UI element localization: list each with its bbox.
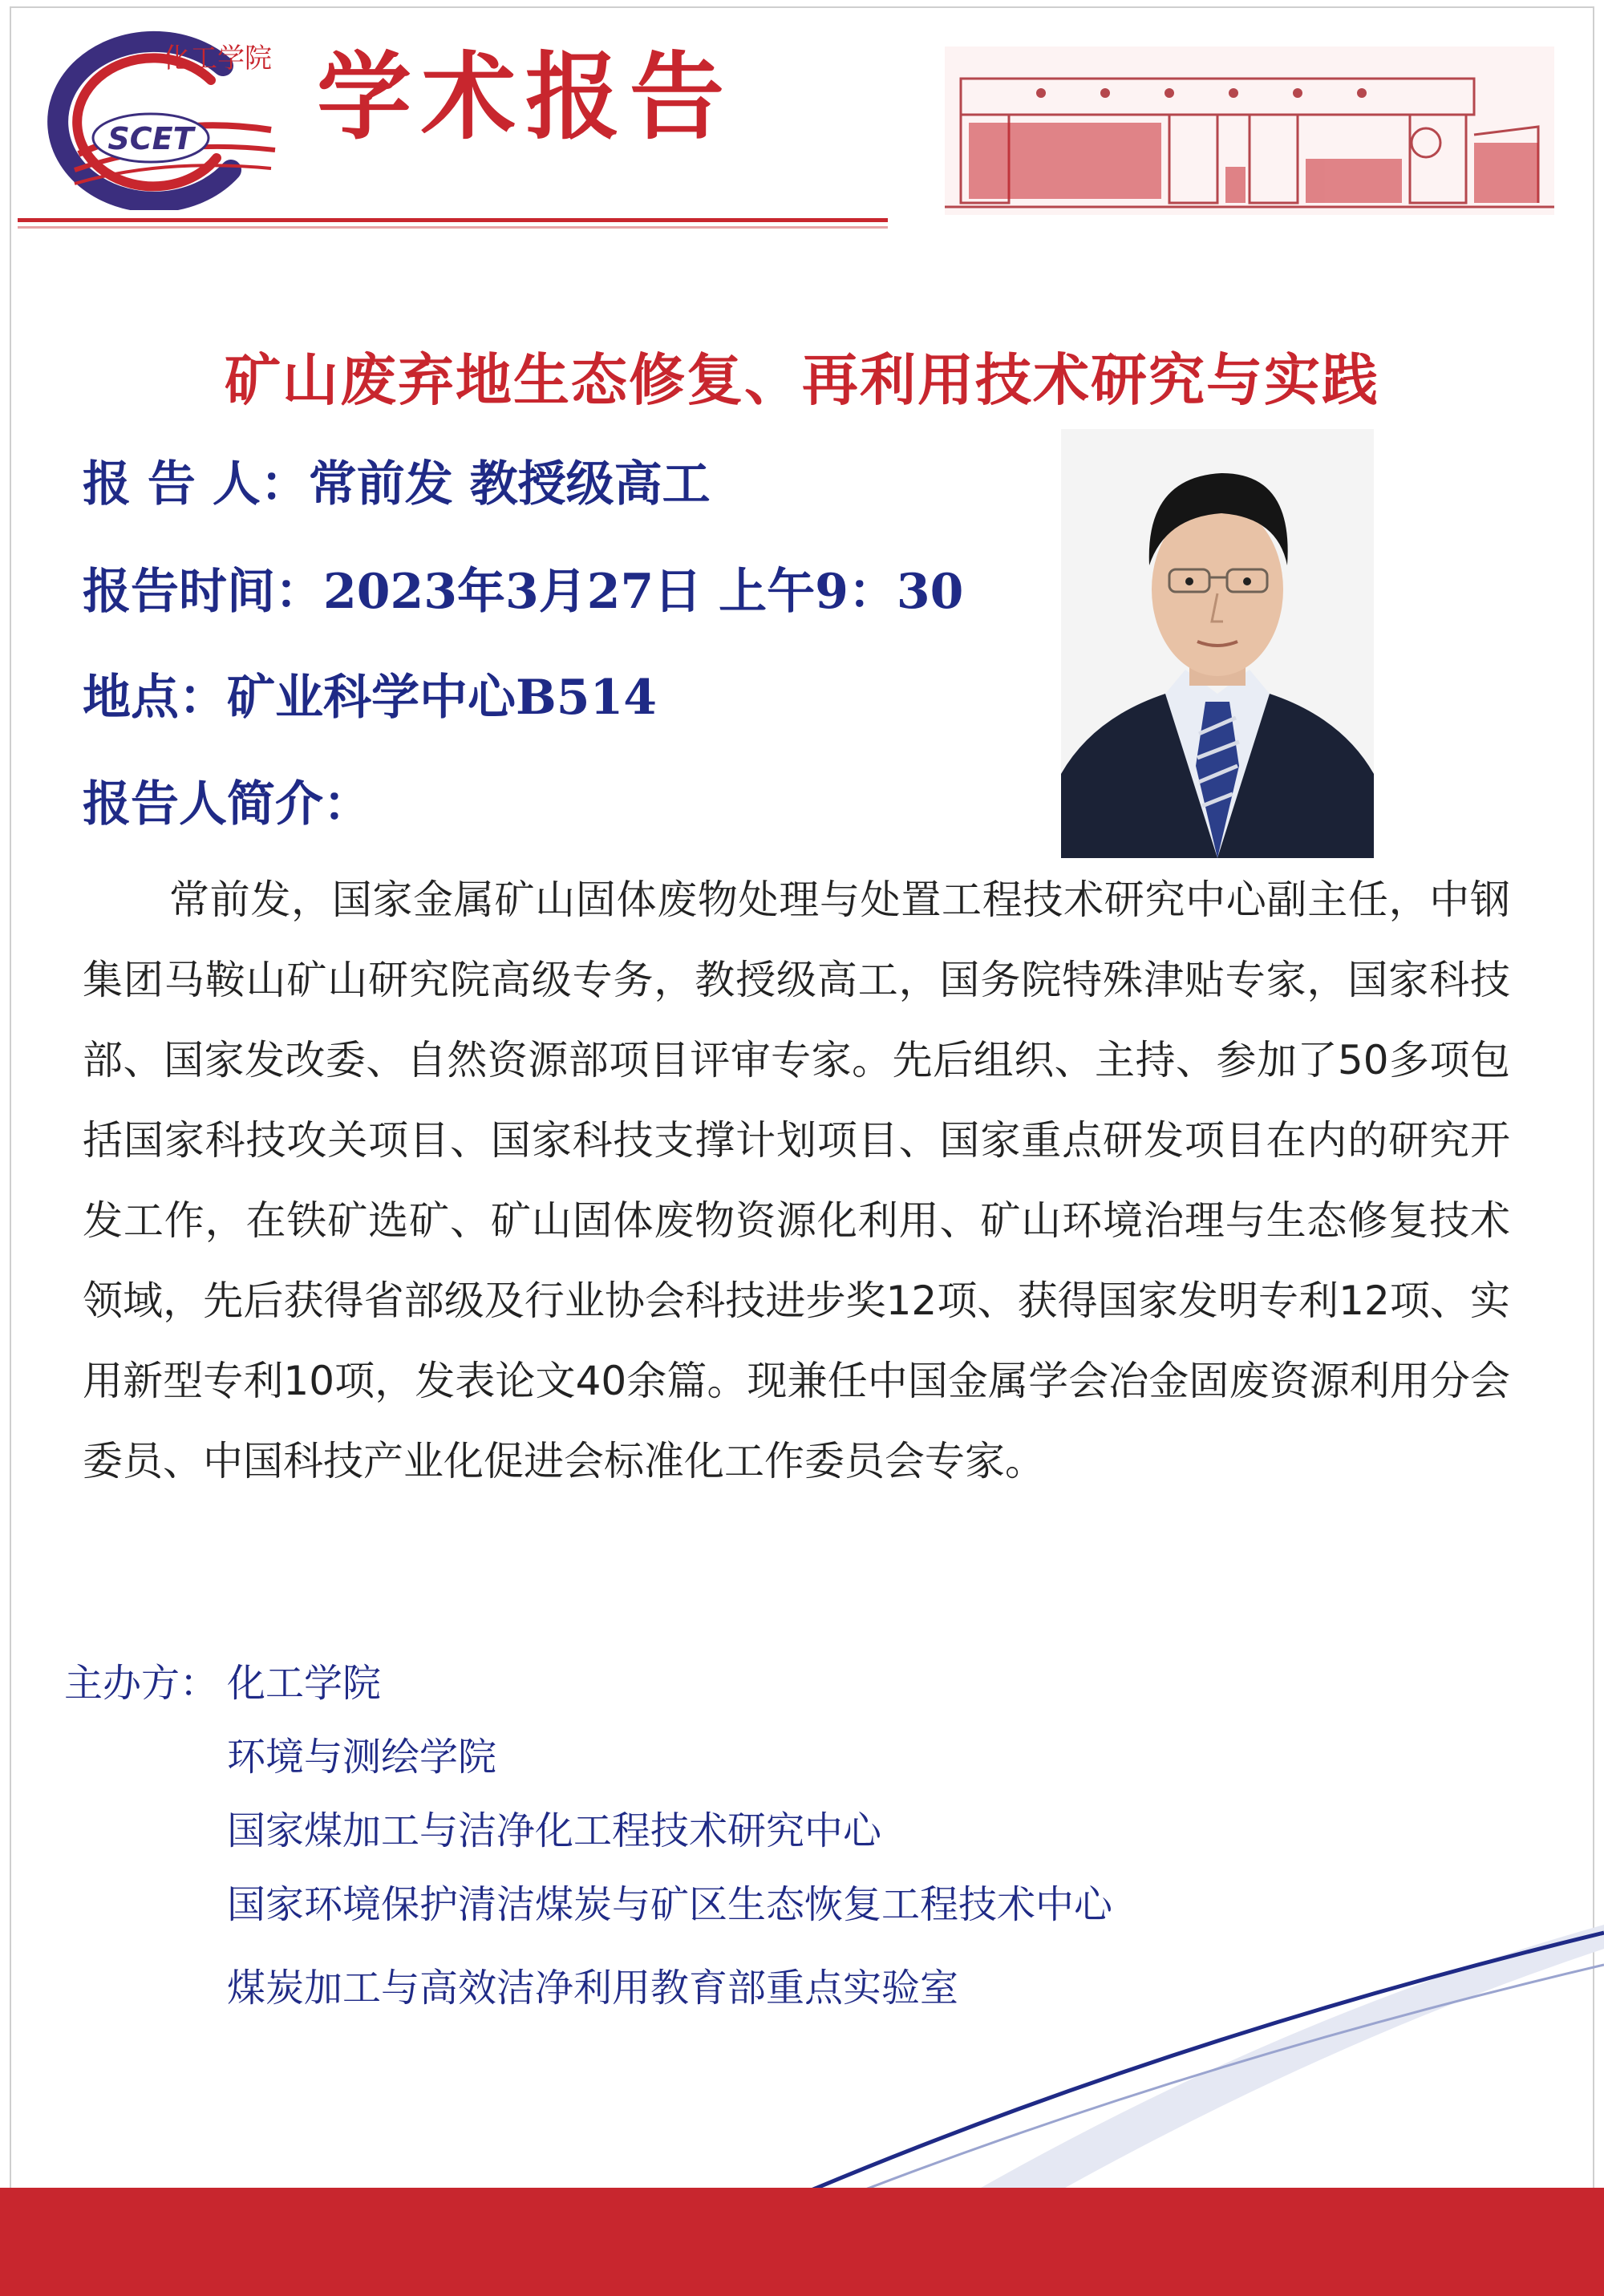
organizer-item: 国家煤加工与洁净化工程技术研究中心 [227,1808,882,1853]
header-divider [18,218,888,222]
organizer-item: 国家环境保护清洁煤炭与矿区生态恢复工程技术中心 [227,1882,1113,1927]
header-title: 学术报告 [317,41,735,152]
organizer-item: 煤炭加工与高效洁净利用教育部重点实验室 [227,1966,959,2011]
speaker-value: 常前发 教授级高工 [308,456,711,512]
organizer-item: 环境与测绘学院 [227,1735,497,1780]
footer-swoosh [0,1909,1604,2296]
logo-text-en: SCET [107,121,194,156]
organizer-item: 化工学院 [227,1661,382,1706]
place-line [83,659,657,728]
report-title: 矿山废弃地生态修复、再利用技术研究与实践 [225,346,1379,413]
speaker-photo [1061,429,1374,858]
intro-heading: 报告人简介： [83,776,371,832]
time-line [83,553,963,622]
campus-gate-illustration [945,47,1554,215]
time-value: 2023年3月27日 上午9：30 [323,564,964,620]
place-label: 地点： [83,670,227,726]
organizer-label: 主办方： [64,1661,219,1706]
place-value: 矿业科学中心B514 [227,670,657,726]
speaker-bio: 常前发，国家金属矿山固体废物处理与处置工程技术研究中心副主任，中钢集团马鞍山矿山研究院高级专务，教授级高工，国务院特殊津贴专家，国家科技部、国家发改委、自然资源部项目评审专家。先后组织、主持、参加了50多项包括国家科技攻关项目、国家科技支撑计划项目、国家重点研发项目在内的研究开发工作，在铁矿选矿、矿山固体废物资源化利用、矿山环境治理与生态修复技术领域，先后获得省部级及行业协会科技进步奖12项、获得国家发明专利12项、实用新型专利10项，发表论文40余篇。现兼任中国金属学会冶金固废资源利用分会委员、中国科技产业化促进会标准化工作委员会专家。 [83,877,1510,1484]
header-divider-thin [18,226,888,229]
speaker-label: 报 告 人： [83,456,309,512]
scet-logo [30,18,295,210]
speaker-line [83,446,711,515]
time-label: 报告时间： [83,564,323,620]
logo-text-cn: 化工学院 [163,43,272,75]
